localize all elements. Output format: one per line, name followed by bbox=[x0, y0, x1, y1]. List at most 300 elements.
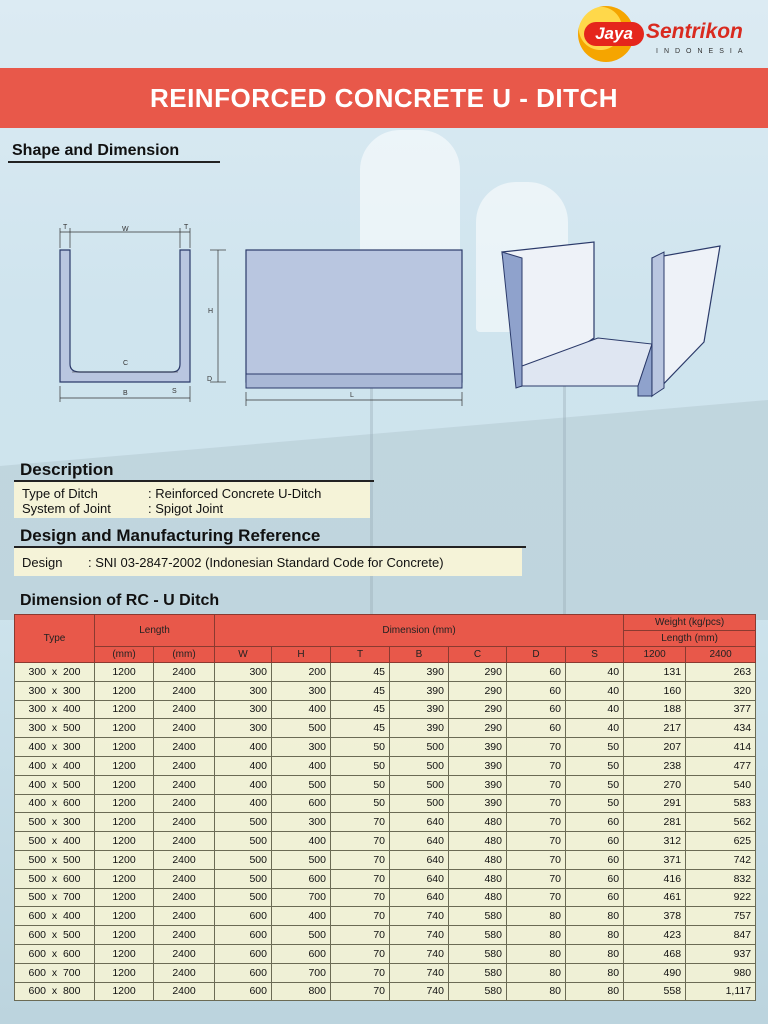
cell-type-width: 600 bbox=[28, 929, 47, 942]
cell-type-separator: x bbox=[46, 703, 63, 716]
logo-indonesia-text: INDONESIA bbox=[656, 48, 749, 55]
cell-type-width: 400 bbox=[28, 778, 47, 791]
cell-s: 80 bbox=[566, 907, 624, 926]
cell-s: 60 bbox=[566, 850, 624, 869]
cell-d: 70 bbox=[507, 756, 566, 775]
cell-type-height: 300 bbox=[62, 741, 81, 754]
cell-weight-1200: 270 bbox=[624, 775, 686, 794]
cell-d: 60 bbox=[507, 681, 566, 700]
cell-b: 390 bbox=[390, 681, 449, 700]
table-row bbox=[15, 756, 756, 775]
cell-weight-2400: 562 bbox=[686, 813, 756, 832]
brand-logo bbox=[578, 6, 766, 64]
cell-type-separator: x bbox=[46, 722, 63, 735]
cell-d: 70 bbox=[507, 794, 566, 813]
cell-s: 60 bbox=[566, 813, 624, 832]
header-sub-s: S bbox=[566, 647, 624, 663]
header-sub-weight-2400: 2400 bbox=[686, 647, 756, 663]
cell-length-2400: 2400 bbox=[154, 681, 215, 700]
cell-h: 600 bbox=[272, 944, 331, 963]
cell-length-1200: 1200 bbox=[95, 888, 154, 907]
cell-weight-1200: 160 bbox=[624, 681, 686, 700]
cell-weight-1200: 207 bbox=[624, 738, 686, 757]
cell-h: 200 bbox=[272, 663, 331, 682]
cell-type-width: 300 bbox=[28, 684, 47, 697]
page-title: REINFORCED CONCRETE U - DITCH bbox=[0, 68, 768, 128]
cell-c: 390 bbox=[449, 794, 507, 813]
cell-type-width: 500 bbox=[28, 872, 47, 885]
cell-weight-2400: 742 bbox=[686, 850, 756, 869]
cell-b: 390 bbox=[390, 719, 449, 738]
cell-h: 600 bbox=[272, 869, 331, 888]
cell-type-width: 400 bbox=[28, 759, 47, 772]
cell-d: 70 bbox=[507, 813, 566, 832]
cell-h: 700 bbox=[272, 963, 331, 982]
cell-type-width: 300 bbox=[28, 665, 47, 678]
dim-label-t-left: T bbox=[63, 224, 68, 231]
cell-length-2400: 2400 bbox=[154, 907, 215, 926]
cell-length-2400: 2400 bbox=[154, 756, 215, 775]
cell-length-2400: 2400 bbox=[154, 982, 215, 1001]
cell-t: 70 bbox=[331, 813, 390, 832]
cell-type-width: 500 bbox=[28, 835, 47, 848]
side-view-drawing bbox=[240, 246, 466, 406]
cell-t: 50 bbox=[331, 738, 390, 757]
cell-h: 800 bbox=[272, 982, 331, 1001]
header-sub-length-2400: (mm) bbox=[154, 647, 215, 663]
cell-weight-2400: 832 bbox=[686, 869, 756, 888]
cell-weight-2400: 980 bbox=[686, 963, 756, 982]
cell-type-height: 400 bbox=[62, 910, 81, 923]
cell-weight-2400: 414 bbox=[686, 738, 756, 757]
logo-jaya-text: Jaya bbox=[584, 22, 644, 46]
cell-t: 70 bbox=[331, 944, 390, 963]
cell-weight-2400: 434 bbox=[686, 719, 756, 738]
cell-type-width: 600 bbox=[28, 966, 47, 979]
cell-h: 300 bbox=[272, 813, 331, 832]
cell-w: 500 bbox=[215, 888, 272, 907]
cell-w: 500 bbox=[215, 813, 272, 832]
cell-type-height: 600 bbox=[62, 947, 81, 960]
cell-b: 740 bbox=[390, 982, 449, 1001]
cell-type bbox=[15, 907, 95, 926]
cell-s: 80 bbox=[566, 926, 624, 945]
cell-b: 640 bbox=[390, 888, 449, 907]
cell-length-1200: 1200 bbox=[95, 907, 154, 926]
cell-weight-2400: 625 bbox=[686, 832, 756, 851]
cell-s: 40 bbox=[566, 719, 624, 738]
dim-label-s: S bbox=[172, 388, 177, 395]
cell-h: 500 bbox=[272, 719, 331, 738]
reference-design-label: Design bbox=[22, 555, 63, 570]
dim-label-b: B bbox=[123, 390, 128, 397]
cell-c: 580 bbox=[449, 907, 507, 926]
cell-length-2400: 2400 bbox=[154, 813, 215, 832]
cell-weight-1200: 461 bbox=[624, 888, 686, 907]
cell-length-1200: 1200 bbox=[95, 738, 154, 757]
cell-c: 290 bbox=[449, 700, 507, 719]
cell-w: 300 bbox=[215, 663, 272, 682]
description-title: Description bbox=[20, 460, 114, 479]
cell-type bbox=[15, 681, 95, 700]
cell-type bbox=[15, 775, 95, 794]
cell-weight-1200: 188 bbox=[624, 700, 686, 719]
cell-type bbox=[15, 794, 95, 813]
cell-b: 390 bbox=[390, 663, 449, 682]
table-row bbox=[15, 982, 756, 1001]
table-row bbox=[15, 813, 756, 832]
cell-type bbox=[15, 756, 95, 775]
reference-design-value: : SNI 03-2847-2002 (Indonesian Standard Code for Concrete) bbox=[88, 555, 444, 570]
table-row bbox=[15, 700, 756, 719]
cell-b: 500 bbox=[390, 738, 449, 757]
cell-b: 740 bbox=[390, 963, 449, 982]
cell-w: 600 bbox=[215, 944, 272, 963]
cell-s: 80 bbox=[566, 963, 624, 982]
cell-d: 60 bbox=[507, 663, 566, 682]
cell-type-width: 600 bbox=[28, 947, 47, 960]
cell-type bbox=[15, 832, 95, 851]
cell-w: 400 bbox=[215, 775, 272, 794]
cell-type-width: 500 bbox=[28, 853, 47, 866]
cell-type bbox=[15, 738, 95, 757]
cell-t: 70 bbox=[331, 926, 390, 945]
shape-section-underline bbox=[8, 161, 220, 163]
cell-type-separator: x bbox=[46, 778, 63, 791]
cell-length-2400: 2400 bbox=[154, 700, 215, 719]
cell-type bbox=[15, 926, 95, 945]
cell-type bbox=[15, 944, 95, 963]
cell-length-2400: 2400 bbox=[154, 888, 215, 907]
cell-type-height: 700 bbox=[62, 891, 81, 904]
cell-type-height: 500 bbox=[62, 853, 81, 866]
header-sub-length-1200: (mm) bbox=[95, 647, 154, 663]
cell-h: 600 bbox=[272, 794, 331, 813]
header-dimension: Dimension (mm) bbox=[215, 615, 624, 647]
table-row bbox=[15, 719, 756, 738]
cell-weight-2400: 263 bbox=[686, 663, 756, 682]
cell-type-height: 600 bbox=[62, 872, 81, 885]
cell-length-1200: 1200 bbox=[95, 794, 154, 813]
table-row bbox=[15, 794, 756, 813]
cell-h: 700 bbox=[272, 888, 331, 907]
header-length: Length bbox=[95, 615, 215, 647]
cell-c: 480 bbox=[449, 888, 507, 907]
cell-type-height: 400 bbox=[62, 759, 81, 772]
cell-length-2400: 2400 bbox=[154, 794, 215, 813]
cell-b: 390 bbox=[390, 700, 449, 719]
cell-type-height: 300 bbox=[62, 684, 81, 697]
cell-weight-1200: 131 bbox=[624, 663, 686, 682]
description-type-label: Type of Ditch bbox=[22, 486, 98, 501]
cell-t: 70 bbox=[331, 963, 390, 982]
cell-d: 70 bbox=[507, 832, 566, 851]
cell-type-height: 400 bbox=[62, 835, 81, 848]
cell-c: 390 bbox=[449, 738, 507, 757]
cell-t: 70 bbox=[331, 869, 390, 888]
cell-d: 70 bbox=[507, 869, 566, 888]
u-ditch-3d-drawing bbox=[498, 238, 724, 398]
cell-c: 290 bbox=[449, 663, 507, 682]
cell-weight-2400: 540 bbox=[686, 775, 756, 794]
cell-b: 740 bbox=[390, 907, 449, 926]
cell-weight-2400: 937 bbox=[686, 944, 756, 963]
cell-weight-2400: 757 bbox=[686, 907, 756, 926]
cell-t: 45 bbox=[331, 663, 390, 682]
cell-w: 300 bbox=[215, 681, 272, 700]
cell-d: 60 bbox=[507, 719, 566, 738]
cell-w: 500 bbox=[215, 832, 272, 851]
cell-type-separator: x bbox=[46, 966, 63, 979]
header-sub-t: T bbox=[331, 647, 390, 663]
cell-t: 70 bbox=[331, 982, 390, 1001]
cell-weight-1200: 378 bbox=[624, 907, 686, 926]
cell-type-height: 500 bbox=[62, 722, 81, 735]
table-row bbox=[15, 775, 756, 794]
cell-c: 580 bbox=[449, 982, 507, 1001]
cell-type-separator: x bbox=[46, 872, 63, 885]
cell-length-1200: 1200 bbox=[95, 681, 154, 700]
cell-type-width: 300 bbox=[28, 722, 47, 735]
cell-h: 500 bbox=[272, 850, 331, 869]
cell-w: 400 bbox=[215, 738, 272, 757]
cell-length-2400: 2400 bbox=[154, 663, 215, 682]
cell-s: 80 bbox=[566, 944, 624, 963]
logo-sentrikon-text: Sentrikon bbox=[646, 20, 743, 43]
cell-type-height: 500 bbox=[62, 929, 81, 942]
cell-type-width: 400 bbox=[28, 797, 47, 810]
cell-length-2400: 2400 bbox=[154, 775, 215, 794]
table-row bbox=[15, 888, 756, 907]
cell-length-2400: 2400 bbox=[154, 944, 215, 963]
dimension-table-title: Dimension of RC - U Ditch bbox=[20, 592, 220, 609]
cell-length-1200: 1200 bbox=[95, 944, 154, 963]
cell-d: 70 bbox=[507, 850, 566, 869]
cell-length-2400: 2400 bbox=[154, 926, 215, 945]
cell-c: 580 bbox=[449, 944, 507, 963]
cell-s: 60 bbox=[566, 832, 624, 851]
cell-t: 70 bbox=[331, 832, 390, 851]
cell-w: 600 bbox=[215, 926, 272, 945]
dim-label-h: H bbox=[208, 308, 214, 315]
cell-type-separator: x bbox=[46, 835, 63, 848]
header-sub-w: W bbox=[215, 647, 272, 663]
cell-t: 50 bbox=[331, 775, 390, 794]
header-sub-b: B bbox=[390, 647, 449, 663]
cell-d: 80 bbox=[507, 926, 566, 945]
table-row bbox=[15, 832, 756, 851]
cell-d: 70 bbox=[507, 738, 566, 757]
table-row bbox=[15, 926, 756, 945]
cell-t: 50 bbox=[331, 756, 390, 775]
cell-b: 740 bbox=[390, 944, 449, 963]
cell-length-1200: 1200 bbox=[95, 719, 154, 738]
cell-weight-2400: 847 bbox=[686, 926, 756, 945]
cell-s: 80 bbox=[566, 982, 624, 1001]
cell-w: 600 bbox=[215, 982, 272, 1001]
cell-type-width: 500 bbox=[28, 891, 47, 904]
cell-type-height: 700 bbox=[62, 966, 81, 979]
cell-s: 50 bbox=[566, 756, 624, 775]
cell-type-separator: x bbox=[46, 891, 63, 904]
cell-length-1200: 1200 bbox=[95, 775, 154, 794]
cell-h: 300 bbox=[272, 681, 331, 700]
cell-h: 400 bbox=[272, 832, 331, 851]
cell-length-2400: 2400 bbox=[154, 963, 215, 982]
cell-t: 70 bbox=[331, 850, 390, 869]
cell-weight-1200: 558 bbox=[624, 982, 686, 1001]
dimension-table-body bbox=[15, 663, 756, 1001]
table-row bbox=[15, 681, 756, 700]
cell-c: 290 bbox=[449, 719, 507, 738]
cell-type-separator: x bbox=[46, 910, 63, 923]
cell-weight-2400: 922 bbox=[686, 888, 756, 907]
cell-s: 40 bbox=[566, 681, 624, 700]
cell-type bbox=[15, 719, 95, 738]
dim-label-w: W bbox=[122, 226, 129, 233]
cell-w: 500 bbox=[215, 869, 272, 888]
cell-type-separator: x bbox=[46, 741, 63, 754]
cell-h: 400 bbox=[272, 756, 331, 775]
cell-b: 740 bbox=[390, 926, 449, 945]
cell-s: 60 bbox=[566, 869, 624, 888]
cell-t: 45 bbox=[331, 700, 390, 719]
dim-label-t-right: T bbox=[184, 224, 189, 231]
cell-type-height: 300 bbox=[62, 816, 81, 829]
cell-weight-2400: 320 bbox=[686, 681, 756, 700]
cell-s: 50 bbox=[566, 738, 624, 757]
cell-c: 390 bbox=[449, 756, 507, 775]
cross-section-drawing bbox=[40, 222, 230, 408]
cell-w: 600 bbox=[215, 907, 272, 926]
cell-w: 300 bbox=[215, 719, 272, 738]
cell-type bbox=[15, 888, 95, 907]
cell-length-1200: 1200 bbox=[95, 869, 154, 888]
header-sub-weight-1200: 1200 bbox=[624, 647, 686, 663]
dim-label-c: C bbox=[123, 360, 129, 367]
cell-s: 40 bbox=[566, 700, 624, 719]
cell-type-height: 500 bbox=[62, 778, 81, 791]
cell-s: 60 bbox=[566, 888, 624, 907]
header-type: Type bbox=[15, 615, 95, 663]
cell-length-2400: 2400 bbox=[154, 832, 215, 851]
table-row bbox=[15, 850, 756, 869]
dimension-table bbox=[14, 614, 756, 1001]
cell-c: 390 bbox=[449, 775, 507, 794]
cell-type-height: 600 bbox=[62, 797, 81, 810]
cell-length-1200: 1200 bbox=[95, 926, 154, 945]
header-sub-h: H bbox=[272, 647, 331, 663]
cell-weight-1200: 217 bbox=[624, 719, 686, 738]
table-row bbox=[15, 907, 756, 926]
cell-weight-1200: 291 bbox=[624, 794, 686, 813]
cell-d: 80 bbox=[507, 982, 566, 1001]
header-sub-d: D bbox=[507, 647, 566, 663]
cell-type bbox=[15, 963, 95, 982]
cell-weight-1200: 371 bbox=[624, 850, 686, 869]
cell-length-1200: 1200 bbox=[95, 982, 154, 1001]
cell-w: 400 bbox=[215, 794, 272, 813]
cell-s: 50 bbox=[566, 794, 624, 813]
cell-weight-2400: 1,117 bbox=[686, 982, 756, 1001]
cell-d: 60 bbox=[507, 700, 566, 719]
cell-weight-1200: 238 bbox=[624, 756, 686, 775]
cell-type bbox=[15, 813, 95, 832]
cell-type-separator: x bbox=[46, 816, 63, 829]
cell-w: 500 bbox=[215, 850, 272, 869]
cell-h: 300 bbox=[272, 738, 331, 757]
cell-type-separator: x bbox=[46, 797, 63, 810]
cell-b: 500 bbox=[390, 794, 449, 813]
cell-t: 50 bbox=[331, 794, 390, 813]
cell-weight-1200: 281 bbox=[624, 813, 686, 832]
cell-type bbox=[15, 850, 95, 869]
cell-type-height: 200 bbox=[62, 665, 81, 678]
cell-weight-1200: 490 bbox=[624, 963, 686, 982]
cell-t: 45 bbox=[331, 719, 390, 738]
cell-type bbox=[15, 700, 95, 719]
cell-type-separator: x bbox=[46, 759, 63, 772]
cell-t: 70 bbox=[331, 907, 390, 926]
cell-weight-1200: 423 bbox=[624, 926, 686, 945]
cell-s: 40 bbox=[566, 663, 624, 682]
header-weight-length: Length (mm) bbox=[624, 631, 756, 647]
cell-weight-2400: 583 bbox=[686, 794, 756, 813]
cell-d: 70 bbox=[507, 775, 566, 794]
cell-b: 500 bbox=[390, 756, 449, 775]
cell-c: 480 bbox=[449, 850, 507, 869]
cell-s: 50 bbox=[566, 775, 624, 794]
header-sub-c: C bbox=[449, 647, 507, 663]
cell-length-1200: 1200 bbox=[95, 850, 154, 869]
cell-type-width: 300 bbox=[28, 703, 47, 716]
cell-w: 300 bbox=[215, 700, 272, 719]
description-type-value: : Reinforced Concrete U-Ditch bbox=[148, 486, 322, 501]
cell-type-height: 800 bbox=[62, 985, 81, 998]
shape-section-title: Shape and Dimension bbox=[12, 142, 180, 159]
cell-w: 400 bbox=[215, 756, 272, 775]
cell-w: 600 bbox=[215, 963, 272, 982]
cell-h: 400 bbox=[272, 907, 331, 926]
table-row bbox=[15, 869, 756, 888]
cell-length-1200: 1200 bbox=[95, 700, 154, 719]
cell-length-2400: 2400 bbox=[154, 869, 215, 888]
table-row bbox=[15, 963, 756, 982]
cell-b: 640 bbox=[390, 813, 449, 832]
cell-h: 500 bbox=[272, 926, 331, 945]
cell-h: 500 bbox=[272, 775, 331, 794]
cell-d: 80 bbox=[507, 944, 566, 963]
table-row bbox=[15, 944, 756, 963]
cell-length-2400: 2400 bbox=[154, 719, 215, 738]
cell-type-separator: x bbox=[46, 665, 63, 678]
cell-type-separator: x bbox=[46, 985, 63, 998]
cell-length-1200: 1200 bbox=[95, 963, 154, 982]
cell-weight-1200: 468 bbox=[624, 944, 686, 963]
cell-length-1200: 1200 bbox=[95, 663, 154, 682]
cell-weight-1200: 416 bbox=[624, 869, 686, 888]
reference-title: Design and Manufacturing Reference bbox=[20, 526, 321, 545]
cell-d: 70 bbox=[507, 888, 566, 907]
cell-b: 640 bbox=[390, 850, 449, 869]
table-row bbox=[15, 738, 756, 757]
dim-label-l: L bbox=[350, 392, 354, 399]
cell-type-separator: x bbox=[46, 929, 63, 942]
cell-length-2400: 2400 bbox=[154, 738, 215, 757]
cell-type-separator: x bbox=[46, 947, 63, 960]
cell-type-width: 400 bbox=[28, 741, 47, 754]
cell-t: 45 bbox=[331, 681, 390, 700]
